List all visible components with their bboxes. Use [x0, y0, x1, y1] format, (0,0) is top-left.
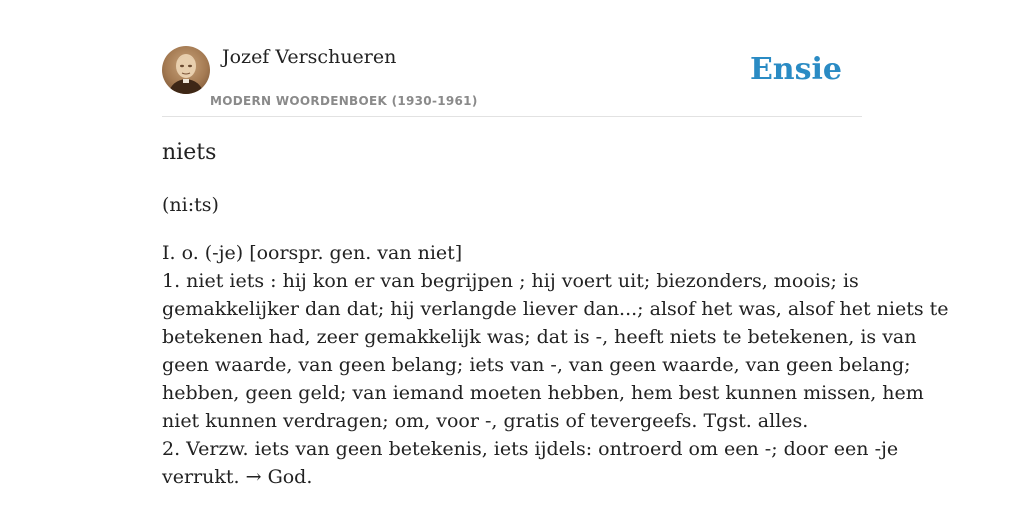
definition-line: 1. niet iets : hij kon er van begrijpen ; hij voert uit; biezonders, moois; is [162, 270, 859, 292]
entry-definition [162, 239, 949, 491]
definition-line: hebben, geen geld; van iemand moeten hebben, hem best kunnen missen, hem [162, 382, 924, 404]
definition-line: betekenen had, zeer gemakkelijk was; dat is -, heeft niets te betekenen, is van [162, 326, 917, 348]
definition-line: geen waarde, van geen belang; iets van -, van geen waarde, van geen belang; [162, 354, 911, 376]
entry-pronunciation: (ni:ts) [162, 194, 219, 216]
page-header [162, 44, 862, 117]
definition-line: 2. Verzw. iets van geen betekenis, iets ijdels: ontroerd om een -; door een -je [162, 438, 899, 460]
entry-word: niets [162, 140, 217, 165]
definition-line: gemakkelijker dan dat; hij verlangde liever dan...; alsof het was, alsof het niets te [162, 298, 949, 320]
definition-line: verrukt. → God. [162, 466, 313, 488]
source-label[interactable]: MODERN WOORDENBOEK (1930-1961) [210, 94, 478, 108]
author-name[interactable]: Jozef Verschueren [222, 46, 397, 68]
author-avatar[interactable] [162, 46, 210, 94]
definition-line: I. o. (-je) [oorspr. gen. van niet] [162, 242, 463, 264]
portrait-image [162, 46, 210, 94]
brand-logo[interactable]: Ensie [749, 52, 842, 87]
definition-line: niet kunnen verdragen; om, voor -, gratis of tevergeefs. Tgst. alles. [162, 410, 809, 432]
